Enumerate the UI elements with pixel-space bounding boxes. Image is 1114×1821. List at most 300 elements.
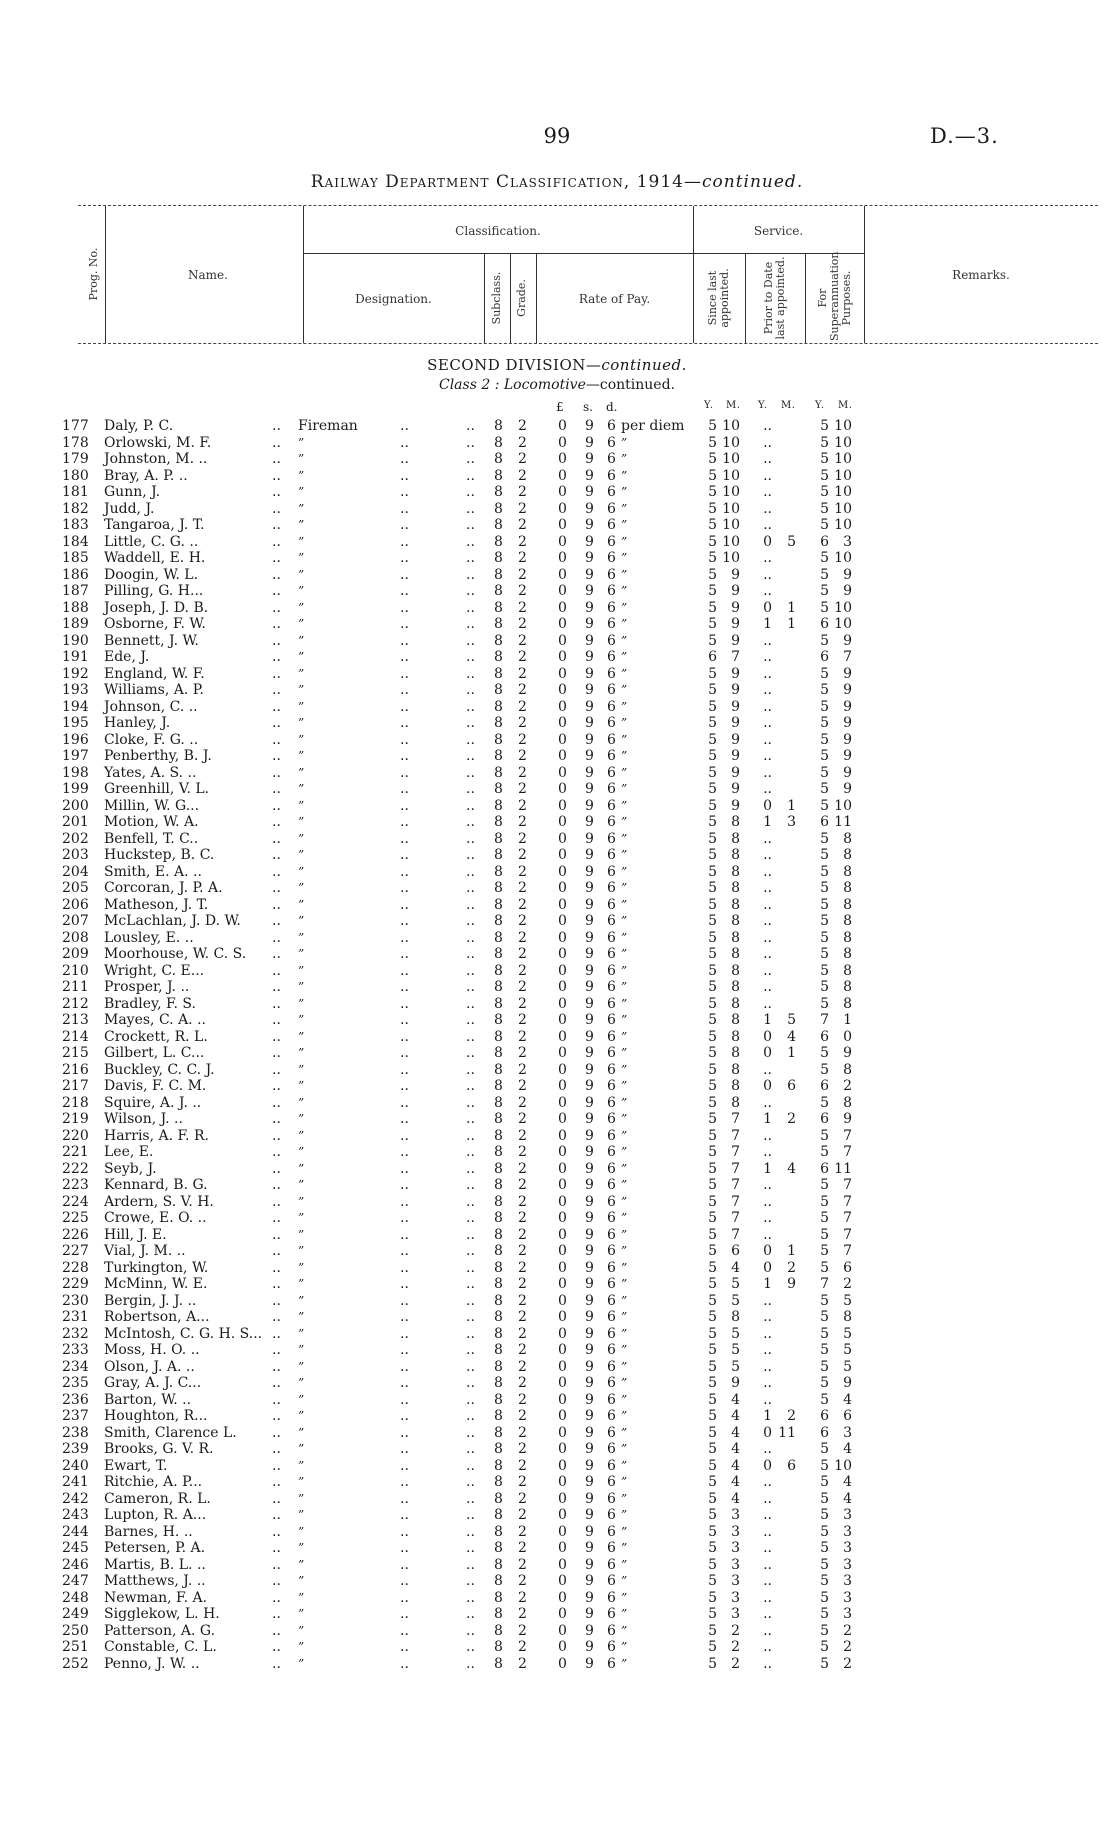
super-months: 7 xyxy=(843,1127,852,1144)
grade: 2 xyxy=(518,946,527,962)
prog-number: 252 xyxy=(62,1655,89,1672)
table-row xyxy=(0,682,1114,699)
since-months: 5 xyxy=(731,1342,740,1358)
leader-dots: .. xyxy=(466,880,475,896)
since-months: 4 xyxy=(731,1259,740,1276)
leader-dots: .. xyxy=(400,665,409,682)
prior-years: 0 xyxy=(763,1424,772,1441)
since-months: 3 xyxy=(731,1507,740,1523)
leader-dots: .. xyxy=(272,1474,281,1490)
employee-name: Penno, J. W. .. xyxy=(104,1655,200,1672)
leader-dots: .. xyxy=(272,583,281,599)
grade: 2 xyxy=(518,1177,527,1193)
grade: 2 xyxy=(518,1441,527,1457)
rate-shillings: 9 xyxy=(585,418,594,434)
leader-dots: .. xyxy=(400,1177,409,1193)
employee-name: Cloke, F. G. .. xyxy=(104,731,199,748)
prog-number: 217 xyxy=(62,1078,89,1094)
since-years: 5 xyxy=(708,1144,717,1160)
rate-pounds: 0 xyxy=(558,1243,567,1259)
prior-years: .. xyxy=(763,764,772,781)
leader-dots: .. xyxy=(400,1490,409,1507)
leader-dots: .. xyxy=(272,731,281,748)
leader-dots: .. xyxy=(466,797,475,814)
rate-shillings: 9 xyxy=(585,1325,594,1342)
rate-shillings: 9 xyxy=(585,550,594,566)
super-months: 9 xyxy=(843,682,852,698)
prior-years: .. xyxy=(763,1309,772,1325)
rate-pence: 6 xyxy=(607,698,616,715)
designation: ” xyxy=(298,1161,305,1176)
designation: ” xyxy=(298,947,305,961)
since-months: 9 xyxy=(731,665,740,682)
employee-name: Millin, W. G... xyxy=(104,797,200,814)
since-months: 10 xyxy=(722,451,740,467)
employee-name: Barnes, H. .. xyxy=(104,1523,193,1540)
super-months: 10 xyxy=(834,1457,852,1474)
rate-suffix: ” xyxy=(621,617,628,631)
leader-dots: .. xyxy=(400,847,409,863)
leader-dots: .. xyxy=(400,1622,409,1639)
since-years: 5 xyxy=(708,946,717,962)
super-years: 5 xyxy=(820,830,829,847)
leader-dots: .. xyxy=(400,1606,409,1622)
rate-pounds: 0 xyxy=(558,1523,567,1540)
leader-dots: .. xyxy=(272,814,281,830)
super-years: 5 xyxy=(820,731,829,748)
super-months: 3 xyxy=(843,1507,852,1523)
rate-pounds: 0 xyxy=(558,962,567,979)
prog-number: 224 xyxy=(62,1193,89,1210)
rate-shillings: 9 xyxy=(585,467,594,484)
table-row xyxy=(0,798,1114,815)
since-months: 8 xyxy=(731,946,740,962)
table-row xyxy=(0,831,1114,848)
rate-pence: 6 xyxy=(607,1259,616,1276)
prog-number: 206 xyxy=(62,896,89,913)
leader-dots: .. xyxy=(272,1127,281,1144)
table-row xyxy=(0,1573,1114,1590)
prog-number: 195 xyxy=(62,715,89,731)
super-years: 5 xyxy=(820,929,829,946)
subclass: 8 xyxy=(494,1540,503,1556)
leader-dots: .. xyxy=(272,1012,281,1028)
since-months: 8 xyxy=(731,995,740,1012)
prog-number: 245 xyxy=(62,1540,89,1556)
prog-number: 180 xyxy=(62,467,89,484)
since-months: 2 xyxy=(731,1639,740,1655)
grade: 2 xyxy=(518,1573,527,1589)
super-years: 5 xyxy=(820,418,829,434)
subclass: 8 xyxy=(494,649,503,665)
subclass: 8 xyxy=(494,1655,503,1672)
super-months: 8 xyxy=(843,962,852,979)
prior-years: .. xyxy=(763,1358,772,1375)
prior-years: .. xyxy=(763,863,772,880)
prior-months: 1 xyxy=(787,1045,796,1061)
grade: 2 xyxy=(518,781,527,797)
since-years: 5 xyxy=(708,731,717,748)
prior-years: .. xyxy=(763,434,772,451)
rate-pence: 6 xyxy=(607,583,616,599)
rate-suffix: ” xyxy=(621,567,628,582)
super-months: 5 xyxy=(843,1325,852,1342)
since-years: 5 xyxy=(708,1045,717,1061)
rate-shillings: 9 xyxy=(585,731,594,748)
super-years: 5 xyxy=(820,1226,829,1243)
rate-pence: 6 xyxy=(607,632,616,649)
prog-number: 211 xyxy=(62,979,89,995)
since-years: 5 xyxy=(708,682,717,698)
division-name: SECOND DIVISION xyxy=(427,356,586,374)
employee-name: Crowe, E. O. .. xyxy=(104,1210,207,1226)
since-years: 5 xyxy=(708,1507,717,1523)
rate-pence: 6 xyxy=(607,1127,616,1144)
leader-dots: .. xyxy=(400,1045,409,1061)
employee-name: Hill, J. E. xyxy=(104,1226,167,1243)
super-years: 6 xyxy=(820,1078,829,1094)
prior-months: 2 xyxy=(787,1259,796,1276)
rate-pounds: 0 xyxy=(558,550,567,566)
prior-years: .. xyxy=(763,946,772,962)
leader-dots: .. xyxy=(272,1457,281,1474)
super-years: 6 xyxy=(820,1424,829,1441)
prior-years: 0 xyxy=(763,797,772,814)
table-row xyxy=(0,583,1114,600)
prior-months: 5 xyxy=(787,1012,796,1028)
since-years: 5 xyxy=(708,896,717,913)
divider xyxy=(745,253,746,343)
super-years: 5 xyxy=(820,500,829,517)
subclass: 8 xyxy=(494,550,503,566)
grade: 2 xyxy=(518,1655,527,1672)
since-months: 8 xyxy=(731,847,740,863)
rate-suffix: ” xyxy=(621,485,628,499)
prior-months: 4 xyxy=(787,1160,796,1177)
leader-dots: .. xyxy=(400,748,409,764)
leader-dots: .. xyxy=(466,1111,475,1127)
table-row xyxy=(0,1078,1114,1095)
super-months: 8 xyxy=(843,913,852,929)
leader-dots: .. xyxy=(466,731,475,748)
since-months: 8 xyxy=(731,1012,740,1028)
rate-pounds: 0 xyxy=(558,764,567,781)
rate-shillings: 9 xyxy=(585,517,594,533)
super-months: 10 xyxy=(834,500,852,517)
prog-number: 188 xyxy=(62,599,89,616)
leader-dots: .. xyxy=(400,533,409,550)
rate-suffix: ” xyxy=(621,848,628,862)
prior-years: .. xyxy=(763,1226,772,1243)
table-row xyxy=(0,1474,1114,1491)
prog-number: 227 xyxy=(62,1243,89,1259)
designation: ” xyxy=(298,567,305,582)
subclass: 8 xyxy=(494,1556,503,1573)
leader-dots: .. xyxy=(466,1507,475,1523)
designation: ” xyxy=(298,551,305,565)
employee-name: Smith, Clarence L. xyxy=(104,1424,237,1441)
leader-dots: .. xyxy=(272,1490,281,1507)
rate-suffix: ” xyxy=(621,1013,628,1027)
prior-years: .. xyxy=(763,1655,772,1672)
class-name: Class 2 : Locomotive xyxy=(438,377,586,393)
super-years: 7 xyxy=(820,1276,829,1292)
rate-pence: 6 xyxy=(607,550,616,566)
rate-shillings: 9 xyxy=(585,665,594,682)
rate-shillings: 9 xyxy=(585,1061,594,1078)
since-months: 7 xyxy=(731,1210,740,1226)
leader-dots: .. xyxy=(466,1391,475,1408)
employee-name: Brooks, G. V. R. xyxy=(104,1441,214,1457)
since-months: 8 xyxy=(731,929,740,946)
grade: 2 xyxy=(518,1028,527,1045)
since-months: 9 xyxy=(731,583,740,599)
prog-number: 187 xyxy=(62,583,89,599)
subclass: 8 xyxy=(494,1424,503,1441)
prior-years: 1 xyxy=(763,616,772,632)
title-continued: —continued. xyxy=(684,172,804,192)
since-years: 5 xyxy=(708,583,717,599)
rate-suffix: ” xyxy=(621,1623,628,1638)
employee-name: Prosper, J. .. xyxy=(104,979,190,995)
title-text: Railway Department Classification, xyxy=(310,172,631,192)
prog-number: 216 xyxy=(62,1061,89,1078)
since-years: 5 xyxy=(708,995,717,1012)
rate-pence: 6 xyxy=(607,599,616,616)
rate-pounds: 0 xyxy=(558,929,567,946)
table-row xyxy=(0,715,1114,732)
employee-name: Buckley, C. C. J. xyxy=(104,1061,215,1078)
employee-name: Penberthy, B. J. xyxy=(104,748,212,764)
grade: 2 xyxy=(518,1606,527,1622)
table-row xyxy=(0,1590,1114,1607)
leader-dots: .. xyxy=(272,1111,281,1127)
subclass: 8 xyxy=(494,1061,503,1078)
rate-suffix: ” xyxy=(621,1178,628,1192)
divider xyxy=(105,206,106,343)
subclass: 8 xyxy=(494,1309,503,1325)
prior-years: .. xyxy=(763,566,772,583)
leader-dots: .. xyxy=(400,1523,409,1540)
super-years: 6 xyxy=(820,1160,829,1177)
rate-shillings: 9 xyxy=(585,1012,594,1028)
grade: 2 xyxy=(518,632,527,649)
prior-months: 6 xyxy=(787,1078,796,1094)
super-years: 5 xyxy=(820,583,829,599)
rate-pence: 6 xyxy=(607,1144,616,1160)
rate-suffix: ” xyxy=(621,1112,628,1126)
employee-name: Turkington, W. xyxy=(104,1259,209,1276)
rate-pence: 6 xyxy=(607,847,616,863)
rate-shillings: 9 xyxy=(585,1474,594,1490)
designation: ” xyxy=(298,897,305,912)
leader-dots: .. xyxy=(466,1523,475,1540)
rate-suffix: ” xyxy=(621,782,628,796)
table-row xyxy=(0,666,1114,683)
leader-dots: .. xyxy=(400,1441,409,1457)
employee-name: Davis, F. C. M. xyxy=(104,1078,207,1094)
since-months: 8 xyxy=(731,962,740,979)
rate-shillings: 9 xyxy=(585,1177,594,1193)
leader-dots: .. xyxy=(272,682,281,698)
since-years: 5 xyxy=(708,665,717,682)
leader-dots: .. xyxy=(400,929,409,946)
subclass: 8 xyxy=(494,1342,503,1358)
rate-pounds: 0 xyxy=(558,517,567,533)
prior-years: 1 xyxy=(763,1408,772,1424)
grade: 2 xyxy=(518,1061,527,1078)
super-years: 5 xyxy=(820,1061,829,1078)
rate-pence: 6 xyxy=(607,1655,616,1672)
table-row xyxy=(0,534,1114,551)
leader-dots: .. xyxy=(466,1457,475,1474)
table-row xyxy=(0,1309,1114,1326)
rate-suffix: ” xyxy=(621,1607,628,1621)
grade: 2 xyxy=(518,863,527,880)
super-years: 5 xyxy=(820,1507,829,1523)
leader-dots: .. xyxy=(272,616,281,632)
rate-suffix: ” xyxy=(621,683,628,697)
table-row xyxy=(0,1507,1114,1524)
leader-dots: .. xyxy=(400,896,409,913)
since-years: 5 xyxy=(708,1655,717,1672)
rate-shillings: 9 xyxy=(585,880,594,896)
prior-years: .. xyxy=(763,500,772,517)
table-row xyxy=(0,1276,1114,1293)
prior-years: .. xyxy=(763,731,772,748)
leader-dots: .. xyxy=(400,1012,409,1028)
prog-number: 203 xyxy=(62,847,89,863)
rate-shillings: 9 xyxy=(585,1078,594,1094)
subclass: 8 xyxy=(494,797,503,814)
grade: 2 xyxy=(518,1144,527,1160)
leader-dots: .. xyxy=(466,1358,475,1375)
rate-suffix: ” xyxy=(621,716,628,730)
class-continued: —continued. xyxy=(585,377,675,393)
rate-suffix: ” xyxy=(621,1590,628,1605)
rate-shillings: 9 xyxy=(585,1622,594,1639)
prior-years: 1 xyxy=(763,1111,772,1127)
since-years: 5 xyxy=(708,1226,717,1243)
grade: 2 xyxy=(518,929,527,946)
rate-pounds: 0 xyxy=(558,946,567,962)
rate-suffix: ” xyxy=(621,1640,628,1654)
leader-dots: .. xyxy=(272,715,281,731)
rate-pence: 6 xyxy=(607,1523,616,1540)
subclass: 8 xyxy=(494,1375,503,1391)
rate-pence: 6 xyxy=(607,1573,616,1589)
rate-shillings: 9 xyxy=(585,896,594,913)
table-row xyxy=(0,649,1114,666)
since-years: 5 xyxy=(708,1589,717,1606)
subclass: 8 xyxy=(494,1259,503,1276)
grade: 2 xyxy=(518,1226,527,1243)
table-row xyxy=(0,1557,1114,1574)
designation: ” xyxy=(298,468,305,483)
since-years: 5 xyxy=(708,467,717,484)
employee-name: Constable, C. L. xyxy=(104,1639,217,1655)
subclass: 8 xyxy=(494,632,503,649)
rate-suffix: ” xyxy=(621,1475,628,1489)
grade: 2 xyxy=(518,1540,527,1556)
subclass: 8 xyxy=(494,434,503,451)
super-years: 6 xyxy=(820,1408,829,1424)
prog-number: 219 xyxy=(62,1111,89,1127)
rate-pounds: 0 xyxy=(558,896,567,913)
rate-pence: 6 xyxy=(607,1325,616,1342)
leader-dots: .. xyxy=(400,715,409,731)
super-years: 5 xyxy=(820,1375,829,1391)
since-months: 4 xyxy=(731,1490,740,1507)
designation: ” xyxy=(298,1128,305,1143)
since-months: 3 xyxy=(731,1606,740,1622)
rate-suffix: ” xyxy=(621,1425,628,1440)
designation: ” xyxy=(298,518,305,532)
leader-dots: .. xyxy=(466,467,475,484)
rate-pence: 6 xyxy=(607,451,616,467)
grade: 2 xyxy=(518,550,527,566)
rate-suffix: ” xyxy=(621,452,628,466)
rate-pounds: 0 xyxy=(558,748,567,764)
designation: ” xyxy=(298,1178,305,1192)
employee-name: Hanley, J. xyxy=(104,715,171,731)
super-months: 9 xyxy=(843,1111,852,1127)
rate-pounds: 0 xyxy=(558,1342,567,1358)
super-years: 5 xyxy=(820,1193,829,1210)
subclass: 8 xyxy=(494,1325,503,1342)
table-row xyxy=(0,1458,1114,1475)
since-years: 5 xyxy=(708,929,717,946)
grade: 2 xyxy=(518,484,527,500)
grade: 2 xyxy=(518,830,527,847)
rate-pence: 6 xyxy=(607,1243,616,1259)
rate-shillings: 9 xyxy=(585,484,594,500)
employee-name: Martis, B. L. .. xyxy=(104,1556,206,1573)
rate-shillings: 9 xyxy=(585,1556,594,1573)
rate-shillings: 9 xyxy=(585,1457,594,1474)
leader-dots: .. xyxy=(272,863,281,880)
since-years: 5 xyxy=(708,1061,717,1078)
super-years: 5 xyxy=(820,682,829,698)
leader-dots: .. xyxy=(400,1028,409,1045)
employee-name: Gray, A. J. C... xyxy=(104,1375,202,1391)
leader-dots: .. xyxy=(466,1160,475,1177)
rate-pounds: 0 xyxy=(558,1424,567,1441)
table-row xyxy=(0,1144,1114,1161)
designation: ” xyxy=(298,1524,305,1539)
designation: ” xyxy=(298,1640,305,1654)
prog-number: 244 xyxy=(62,1523,89,1540)
prog-number: 237 xyxy=(62,1408,89,1424)
super-months: 7 xyxy=(843,1226,852,1243)
subclass: 8 xyxy=(494,814,503,830)
super-years: 5 xyxy=(820,995,829,1012)
leader-dots: .. xyxy=(466,1573,475,1589)
rate-pence: 6 xyxy=(607,1094,616,1111)
subclass: 8 xyxy=(494,1639,503,1655)
rate-shillings: 9 xyxy=(585,1028,594,1045)
super-years: 5 xyxy=(820,863,829,880)
leader-dots: .. xyxy=(400,946,409,962)
leader-dots: .. xyxy=(272,1424,281,1441)
prior-months: 2 xyxy=(787,1408,796,1424)
super-months: 5 xyxy=(843,1358,852,1375)
super-months: 9 xyxy=(843,748,852,764)
rate-pounds: 0 xyxy=(558,1177,567,1193)
rate-suffix: ” xyxy=(621,930,628,945)
rate-shillings: 9 xyxy=(585,698,594,715)
since-years: 5 xyxy=(708,847,717,863)
